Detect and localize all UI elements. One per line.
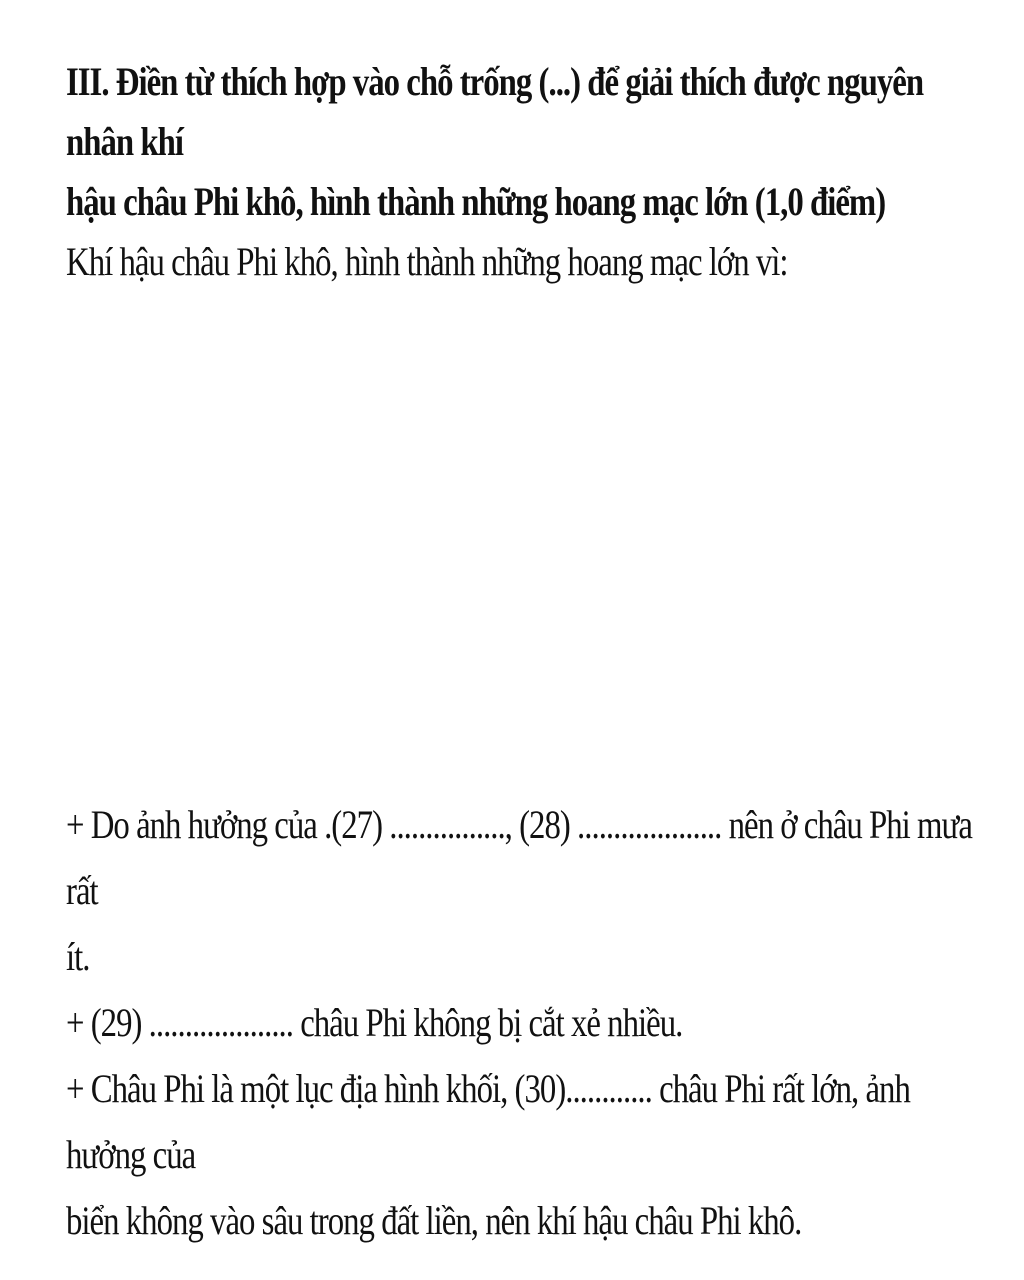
- section-heading-line-1: III. Điền từ thích hợp vào chỗ trống (...) để giải thích được nguyên nhân khí: [66, 59, 924, 164]
- fill-in-items: [66, 792, 986, 1254]
- question-header: [66, 52, 986, 292]
- item-27-28-line-1: + Do ảnh hưởng của .(27) ................, (28) .................... nên ở châu Phi mưa rất: [66, 802, 972, 913]
- intro-text: Khí hậu châu Phi khô, hình thành những hoang mạc lớn vì:: [66, 239, 788, 284]
- item-29-line-1: + (29) .................... châu Phi không bị cắt xẻ nhiều.: [66, 1000, 683, 1045]
- section-heading-line-2: hậu châu Phi khô, hình thành những hoang mạc lớn (1,0 điểm): [66, 179, 886, 224]
- item-27-28-line-2: ít.: [66, 934, 90, 979]
- item-30-line-1: + Châu Phi là một lục địa hình khối, (30)............ châu Phi rất lớn, ảnh hưởng của: [66, 1066, 910, 1177]
- item-30-line-2: biển không vào sâu trong đất liền, nên khí hậu châu Phi khô.: [66, 1198, 802, 1243]
